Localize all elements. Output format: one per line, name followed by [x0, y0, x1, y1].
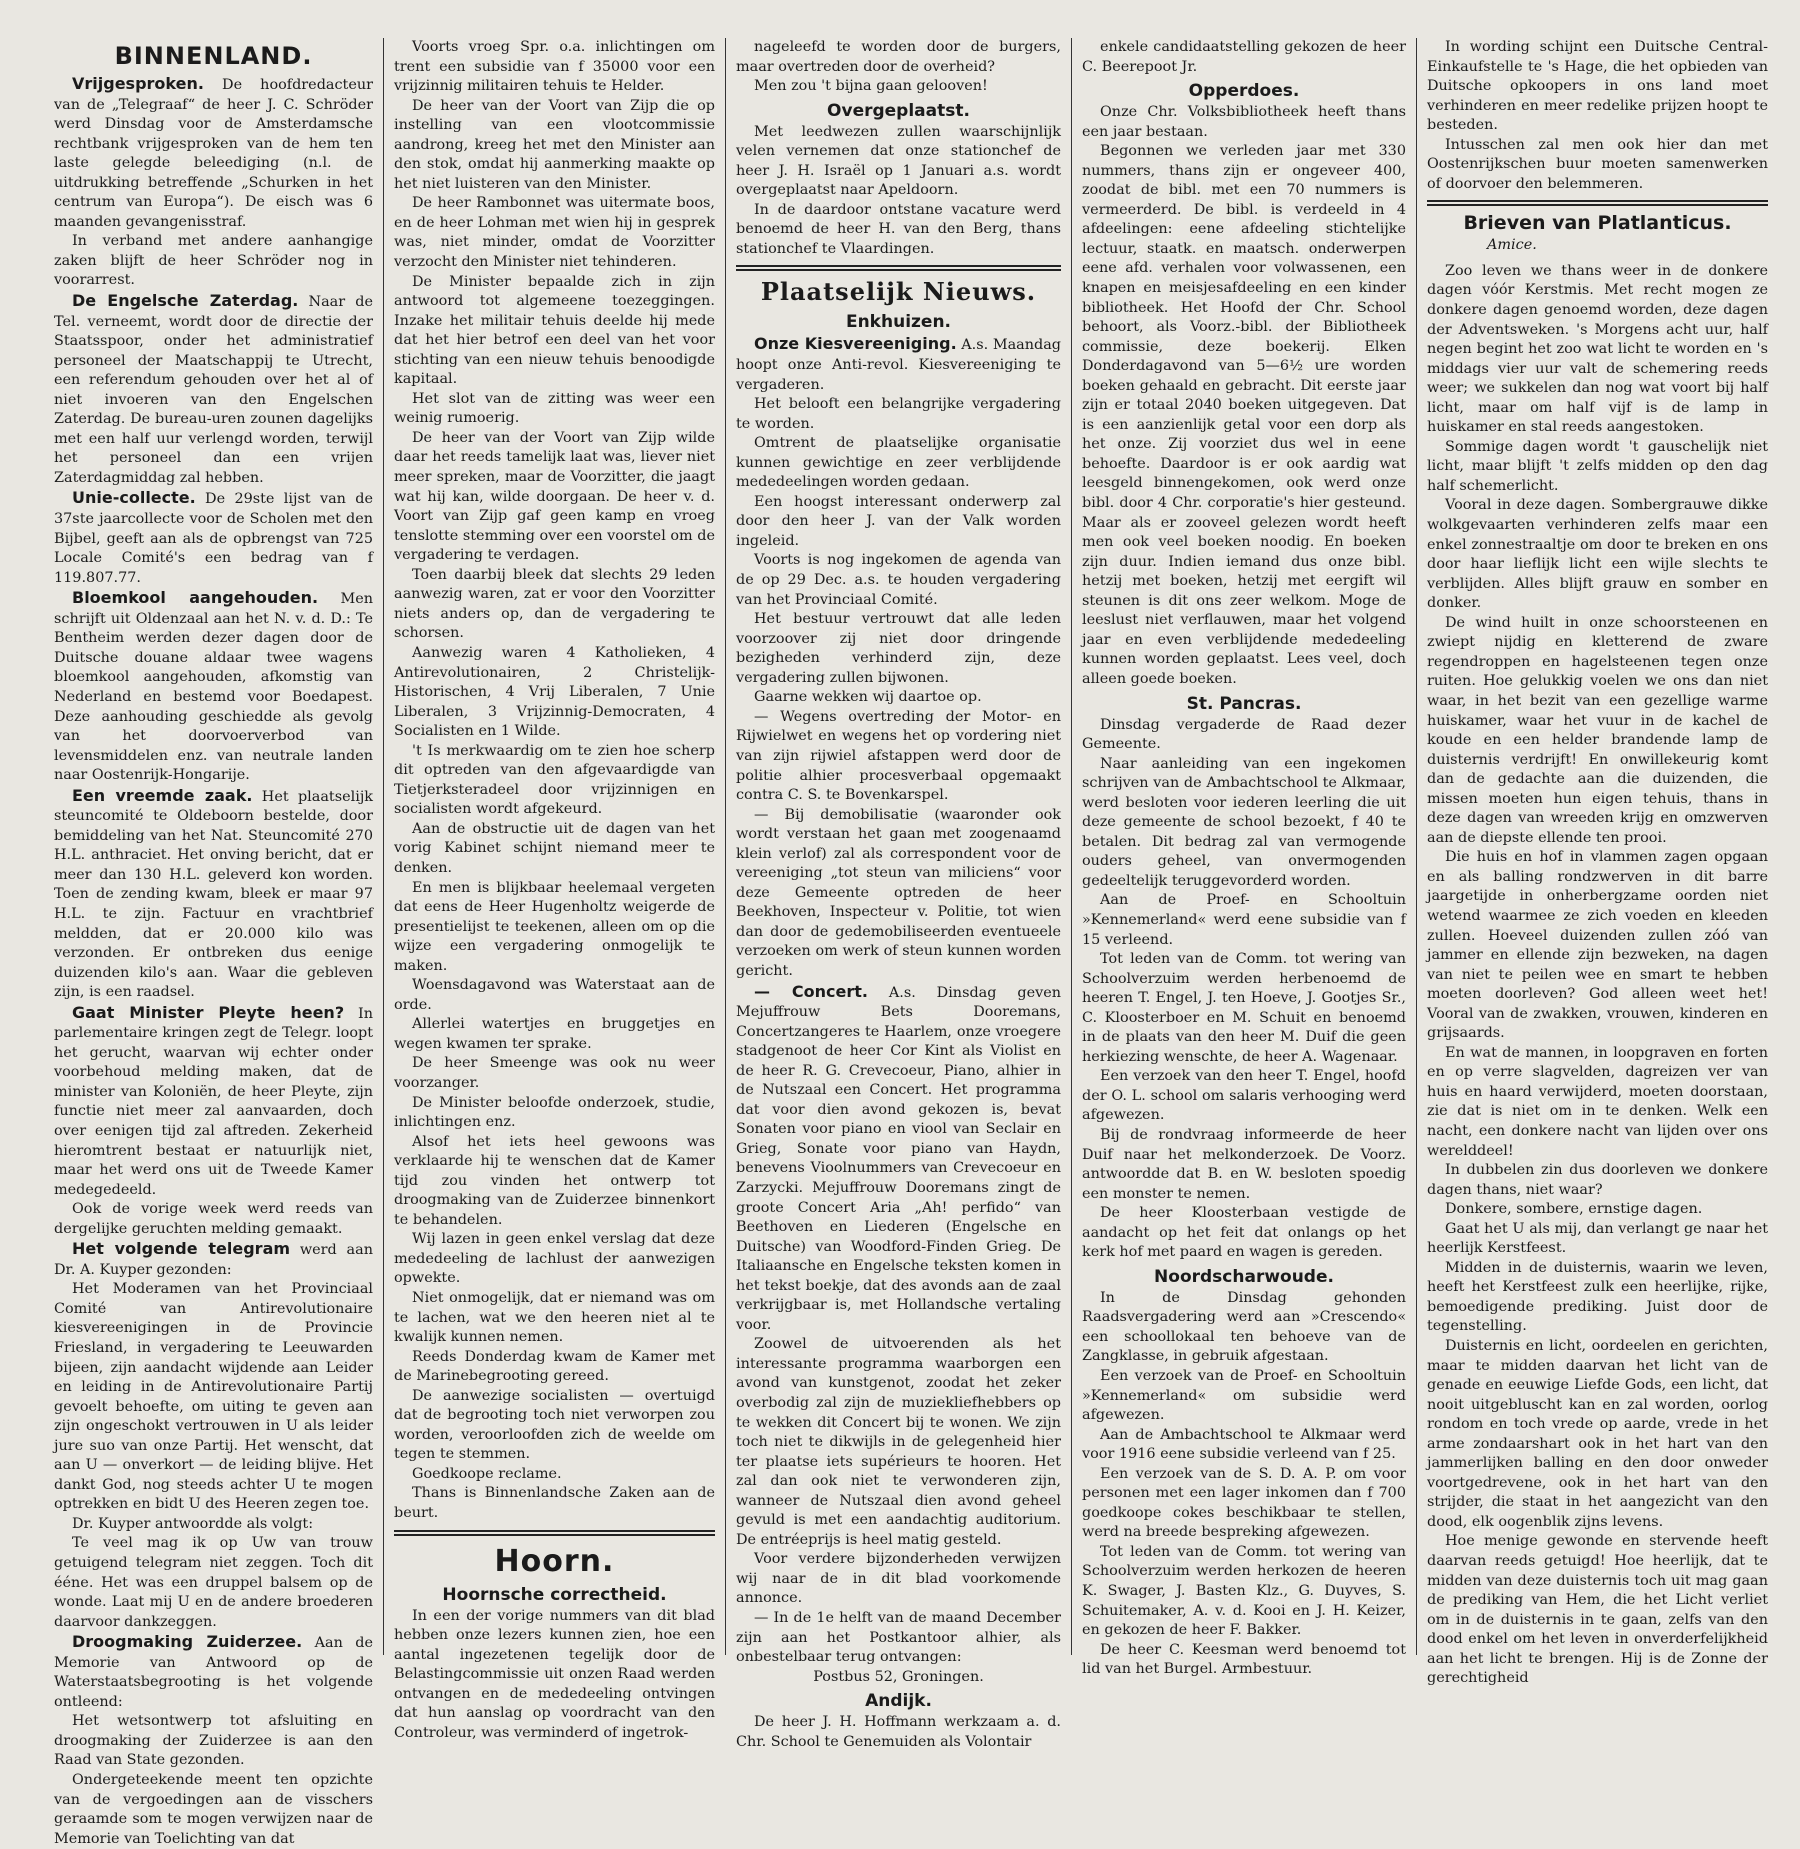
paragraph: 't Is merkwaardig om te zien hoe scherp dit optreden van den afgevaardigde van Tietjerksteradeel door vrijzinnigen en socialisten wordt afgekeurd. — [394, 742, 715, 818]
paragraph: Niet onmogelijk, dat er niemand was om te lachen, wat we den heeren niet al te kwalijk kunnen nemen. — [394, 1290, 715, 1346]
paragraph: Een hoogst interessant onderwerp zal door den heer J. van der Valk worden ingeleid. — [736, 493, 1061, 549]
paragraph: Naar aanleiding van een ingekomen schrijven van de Ambachtschool te Alkmaar, werd besloten voor iederen leerling die uit deze gemeente de school bezoekt, f 40 te betalen. Dit bedrag zal van vermogende ouders geheel, van onvermogenden gedeeltelijk teruggevorderd worden. — [1082, 755, 1406, 889]
article-telegram: Het volgende telegram werd aan Dr. A. Kuyper gezonden: — [54, 1239, 373, 1278]
paragraph: Voor verdere bijzonderheden verwijzen wij naar de in dit blad voorkomende annonce. — [736, 1551, 1061, 1607]
paragraph: In de daardoor ontstane vacature werd benoemd de heer H. van den Berg, thans stationchef te Vlaardingen. — [736, 201, 1061, 257]
column-1 — [44, 38, 384, 1847]
paragraph: Dinsdag vergaderde de Raad dezer Gemeente. — [1082, 716, 1406, 753]
paragraph: — In de 1e helft van de maand December zijn aan het Postkantoor alhier, als onbestelbaar terug ontvangen: — [736, 1610, 1061, 1666]
paragraph: Hoe menige gewonde en stervende heeft daarvan reeds getuigd! Hoe heerlijk, dat te midden van deze duisternis toch uit mag gaan de prediking van Hem, die het Licht verliet om in de duisternis in te gaan, zelfs van den dood enkel om het leven in onverderfelijkheid aan het licht te brengen. Hij is de Zonne der gerechtigheid — [1427, 1533, 1768, 1687]
paragraph: Tot leden van de Comm. tot wering van Schoolverzuim werden herbenoemd de heeren T. Engel, J. ten Hoeve, J. Gootjes Sr., C. Kloosterboer en M. Schuit en benoemd in de plaats van den heer M. Duif die geen herkiezing wenschte, de heer A. Wagenaar. — [1082, 951, 1406, 1065]
paragraph: — Wegens overtreding der Motor- en Rijwielwet en wegens het op vordering niet van zijn rijwiel afstappen werd door de politie alhier procesverbaal opgemaakt contra C. S. te Bovenkarspel. — [736, 708, 1061, 804]
paragraph: De Minister beloofde onderzoek, studie, inlichtingen enz. — [394, 1094, 715, 1131]
paragraph: — Bij demobilisatie (waaronder ook wordt verstaan het gaan met zoogenaamd klein verlof) zal als correspondent voor de vereeniging „tot steun van miliciens“ voor deze Gemeente optreden de heer Beekhoven, Inspecteur v. Politie, tot wien dan door de gedemobiliseerden eventueele verzoeken om werk of steun kunnen worden gericht. — [736, 806, 1061, 979]
paragraph: Toen daarbij bleek dat slechts 29 leden aanwezig waren, zat er voor den Voorzitter niets anders op, dan de vergadering te schorsen. — [394, 566, 715, 642]
article-lead: Vrijgesproken. — [72, 74, 204, 93]
paragraph: Een verzoek van den heer T. Engel, hoofd der O. L. school om salaris verhooging werd afgewezen. — [1082, 1068, 1406, 1124]
paragraph: Die huis en hof in vlammen zagen opgaan en als balling rondzwerven in dit barre jaargetijde in onherbergzame oorden niet wetend waarmee ze zich voeden en kleeden zullen. Hoeveel duizenden zullen zóó van jammer en ellende zijn bezweken, na dagen van niet te peilen wee en smart te hebben moeten doorleven? God alleen weet het! Vooral van de zwakken, vrouwen, kinderen en grijsaards. — [1427, 849, 1768, 1042]
paragraph: Zoo leven we thans weer in de donkere dagen vóór Kerstmis. Met recht mogen ze donkere dagen genoemd worden, deze dagen der Adventsweken. 's Morgens acht uur, half negen begint het zoo wat licht te worden en 's middags vier uur valt de schemering reeds weer; we sukkelen dan nog wat voort bij half licht, maar om half vijf is de lamp in huiskamer en stal reeds aangestoken. — [1427, 262, 1768, 436]
column-3 — [726, 38, 1072, 1750]
paragraph: In dubbelen zin dus doorleven we donkere dagen thans, niet waar? — [1427, 1162, 1768, 1198]
paragraph: De Minister bepaalde zich in zijn antwoord tot algemeene toezeggingen. Inzake het militair tehuis deelde hij mede dat het hier betrof een deel van het voor stichting van een nieuw tehuis benoodigde kapitaal. — [394, 273, 715, 388]
paragraph: Alsof het iets heel gewoons was verklaarde hij te wenschen dat de Kamer tijd zou vinden het ontwerp tot droogmaking van de Zuiderzee binnenkort te behandelen. — [394, 1133, 715, 1228]
paragraph: Reeds Donderdag kwam de Kamer met de Marinebegrooting gereed. — [394, 1348, 715, 1385]
paragraph: Postbus 52, Groningen. — [813, 1668, 984, 1685]
paragraph: De heer Smeenge was ook nu weer voorzanger. — [394, 1055, 715, 1091]
paragraph: De wind huilt in onze schoorsteenen en zwiept nijdig en kletterend de zware regendroppen en hagelsteenen tegen onze ruiten. Hoe gelukkig voelen we ons dan niet waar, in het bezit van een gezellige warme huiskamer, waar het vuur in de kachel de koude en een helder brandende lamp de duisternis verdrijft! En onwillekeurig komt dan de gedachte aan die duizenden, die missen moeten hun eigen tehuis, thans in deze dagen van wreeden krijg en omzwerven aan de diepste ellende ten prooi. — [1427, 614, 1768, 846]
paragraph: Ook de vorige week werd reeds van dergelijke geruchten melding gemaakt. — [54, 1201, 373, 1237]
paragraph: Bij de rondvraag informeerde de heer Duif naar het melkonderzoek. De Voorz. antwoordde dat B. en W. besloten spoedig een monster te nemen. — [1082, 1126, 1406, 1202]
paragraph: Aanwezig waren 4 Katholieken, 4 Antirevolutionairen, 2 Christelijk-Historischen, 4 Vrij Liberalen, 7 Unie Liberalen, 3 Vrijzinnig-Democraten, 4 Socialisten en 1 Wilde. — [394, 644, 715, 740]
article-lead: Een vreemde zaak. — [72, 785, 253, 805]
paragraph: Een verzoek van de Proef- en Schooltuin »Kennemerland« om subsidie werd afgewezen. — [1082, 1368, 1406, 1424]
article-lead: Bloemkool aangehouden. — [72, 588, 319, 608]
paragraph: Donkere, sombere, ernstige dagen. — [1445, 1201, 1703, 1218]
paragraph: Met leedwezen zullen waarschijnlijk velen vernemen dat onze stationchef de heer J. H. Israël op 1 Januari a.s. wordt overgeplaatst naar Apeldoorn. — [736, 123, 1061, 199]
article-droogmaking: Droogmaking Zuiderzee. Aan de Memorie van Antwoord op de Waterstaatsbegrooting is het volgende ontleend: — [54, 1632, 373, 1710]
paragraph: Vooral in deze dagen. Sombergrauwe dikke wolkgevaarten verhinderen zelfs maar een enkel zonnestraaltje om door te breken en ons door haar lieflijk licht een wijle slechts te verblijden. Alles blijft grauw en somber en donker. — [1427, 497, 1768, 612]
article-heading-overgeplaatst: Overgeplaatst. — [827, 100, 970, 121]
paragraph: In wording schijnt een Duitsche Central-Einkaufstelle te 's Hage, die het opbieden van Duitsche opkoopers in ons land moet verhinderen en meer redelike prijzen hoopt te besteden. — [1427, 39, 1768, 134]
paragraph: De heer C. Keesman werd benoemd tot lid van het Burgel. Armbestuur. — [1082, 1641, 1406, 1678]
paragraph: Tot leden van de Comm. tot wering van Schoolverzuim werden herkozen de heeren K. Swager, J. Basten Klz., G. Duyves, S. Schuitemaker, A. v. d. Kooi en J. H. Keizer, en gekozen de heer F. Bakker. — [1082, 1543, 1406, 1639]
paragraph: Sommige dagen wordt 't gauschelijk niet licht, maar blijft 't zelfs midden op den dag half schemerlicht. — [1427, 438, 1768, 494]
paragraph: Het bestuur vertrouwt dat alle leden voorzoover zij niet door dringende bezigheden verhinderd zijn, deze vergadering zullen bijwonen. — [736, 611, 1061, 686]
column-4 — [1072, 38, 1417, 1678]
paragraph: Woensdagavond was Waterstaat aan de orde. — [394, 977, 715, 1013]
article-minister-pleyte: Gaat Minister Pleyte heen? In parlementaire kringen zegt de Telegr. loopt het gerucht, waarvan wij echter onder voorbehoud melding maken, dat de minister van Koloniën, de heer Pleyte, zijn functie niet meer zal aanvaarden, doch over eenigen tijd zal aftreden. Zekerheid hieromtrent bestaat er natuurlijk niet, maar het werd ons uit de Tweede Kamer medegedeeld. — [54, 1002, 373, 1198]
place-heading-opperdoes: Opperdoes. — [1188, 81, 1300, 102]
section-heading-binnenland: BINNENLAND. — [114, 42, 313, 70]
article-lead: Onze Kiesvereeniging. — [754, 334, 957, 354]
paragraph: In verband met andere aanhangige zaken blijft de heer Schröder nog in voorarrest. — [54, 233, 373, 289]
section-divider — [1427, 200, 1768, 206]
paragraph: Allerlei watertjes en bruggetjes en wegen kwamen ter sprake. — [394, 1016, 715, 1052]
article-lead: De Engelsche Zaterdag. — [72, 291, 299, 311]
paragraph: Onze Chr. Volksbibliotheek heeft thans een jaar bestaan. — [1082, 104, 1406, 140]
section-heading-plaatselijk-nieuws: Plaatselijk Nieuws. — [760, 277, 1037, 307]
paragraph: Aan de Proef- en Schooltuin »Kennemerland« werd eene subsidie van f 15 verleend. — [1082, 892, 1406, 948]
paragraph: Zoowel de uitvoerenden als het interessante programma waarborgen een avond van kunstgenot, zoodat het zeker overbodig zal zijn de muziekliefhebbers op te wekken dit Concert bij te wonen. We zijn toch niet te dikwijls in de gelegenheid hier ter plaatse iets supérieurs te hooren. Het zal dan ook niet te verwonderen zijn, wanneer de Nutszaal dien avond geheel gevuld is met een aandachtig auditorium. De entréeprijs is heel matig gesteld. — [736, 1336, 1061, 1548]
place-heading-andijk: Andijk. — [865, 1691, 932, 1712]
article-lead: Gaat Minister Pleyte heen? — [72, 1002, 345, 1022]
paragraph: In een der vorige nummers van dit blad hebben onze lezers kunnen zien, hoe een aantal ingezetenen tegelijk door de Belastingcommissie uit onzen Raad werden ontvangen en de mededeeling ontvingen dat hun aanslag op voordracht van den Controleur, was verminderd of ingetrok- — [394, 1607, 715, 1741]
paragraph: Gaat het U als mij, dan verlangt ge naar het heerlijk Kerstfeest. — [1427, 1220, 1768, 1257]
column-2 — [384, 38, 726, 1741]
article-vreemde-zaak: Een vreemde zaak. Het plaatselijk steuncomité te Oldeboorn bestelde, door bemiddeling van het Nat. Steuncomité 270 H.L. anthraciet. Het onving bericht, dat er meer dan 130 H.L. geleverd kon worden. Toen de zending kwam, bleek er maar 97 H.L. te zijn. Factuur en vrachtbrief meldden, dat er 20.000 kilo was verzonden. Er ontbreken dus eenige duizenden kilo's aan. Waar die gebleven zijn, is een raadsel. — [54, 785, 374, 1001]
section-heading-hoorn: Hoorn. — [494, 1543, 615, 1579]
article-bloemkool: Bloemkool aangehouden. Men schrijft uit Oldenzaal aan het N. v. d. D.: Te Bentheim werden dezer dagen door de Duitsche douane aldaar twee wagens bloemkool aangehouden, afkomstig van Nederland en bestemd voor Boedapest. Deze aanhouding geschiedde als gevolg van het doorvoerverbod van levensmiddelen enz. van neutrale landen naar Oostenrijk-Hongarije. — [54, 588, 373, 784]
place-heading-st-pancras: St. Pancras. — [1186, 693, 1302, 714]
paragraph: Omtrent de plaatselijke organisatie kunnen gewichtige en zeer verblijdende mededeelingen worden gedaan. — [736, 435, 1061, 491]
section-divider — [394, 1530, 715, 1536]
paragraph: Gaarne wekken wij daartoe op. — [754, 689, 982, 706]
article-kiesvereeniging: Onze Kiesvereeniging. A.s. Maandag hoopt onze Anti-revol. Kiesvereeniging te vergaderen. — [736, 334, 1062, 393]
article-lead: Unie-collecte. — [72, 488, 196, 508]
paragraph: Ondergeteekende meent ten opzichte van de vergoedingen aan de visschers geraamde som te mogen verwijzen naar de Memorie van Toelichting van dat — [54, 1772, 373, 1847]
paragraph: enkele candidaatstelling gekozen de heer C. Beerepoot Jr. — [1082, 39, 1406, 75]
paragraph: De heer van der Voort van Zijp die op instelling van een vlootcommissie aandrong, kreeg het met den Minister aan den stok, omdat hij aanmerking maakte op het niet luisteren van den Minister. — [394, 97, 715, 192]
paragraph: Duisternis en licht, oordeelen en gerichten, maar te midden daarvan het licht van de genade en eeuwige Liefde Gods, een licht, dat nooit uitgebluscht kan en zal worden, oorlog rondom en toch vrede op aarde, vrede in het arme zondaarshart ook in het hart van den jammerlijken balling en den door onweder voortgedrevene, ook in het hart van den strijder, die staat in het aangezicht van den dood, elk oogenblik zijns levens. — [1427, 1338, 1768, 1530]
paragraph: Dr. Kuyper antwoordde als volgt: — [72, 1515, 314, 1532]
article-lead: Droogmaking Zuiderzee. — [72, 1632, 303, 1652]
article-heading-hoornsche-correctheid: Hoornsche correctheid. — [442, 1584, 667, 1605]
paragraph: De heer van der Voort van Zijp wilde daar het reeds tamelijk laat was, liever niet meer spreken, maar de Voorzitter, die jaagt wat hij kan, wilde doorgaan. De heer v. d. Voort van Zijp gaf geen kamp en vroeg tenslotte stemming over een voorstel om de vergadering te verdagen. — [394, 429, 715, 564]
paragraph: Voorts is nog ingekomen de agenda van de op 29 Dec. a.s. te houden vergadering van het Provinciaal Comité. — [736, 552, 1061, 608]
paragraph: Aan de Ambachtschool te Alkmaar werd voor 1916 eene subsidie verleend van f 25. — [1082, 1426, 1406, 1463]
paragraph: Voorts vroeg Spr. o.a. inlichtingen om trent een subsidie van f 35000 voor een vrijzinnig militairen tehuis te Helder. — [394, 39, 715, 95]
article-concert: — Concert. A.s. Dinsdag geven Mejuffrouw Bets Dooremans, Concertzangeres te Haarlem, onze vroegere stadgenoot de heer Cor Kint als Violist en de heer R. G. Crevecoeur, Piano, alhier in de Nutszaal een Concert. Het programma dat voor dien avond gekozen is, bevat Sonaten voor piano en viool van Seclair en Grieg, Sonate voor piano van Haydn, benevens Vioolnummers van Crevecoeur en Zarzycki. Mejuffrouw Dooremans zingt de groote Concert Aria „Ah! perfido“ van Beethoven en Liederen (Engelsche en Duitsche) van Woodford-Finden Grieg. De Italiaansche en Engelsche teksten komen in het tekst boekje, dat des avonds aan de zaal verkrijgbaar is, met Hollandsche vertaling voor. — [736, 981, 1061, 1333]
paragraph: In de Dinsdag gehonden Raadsvergadering werd aan »Crescendo« een schoollokaal ten behoeve van de Zangklasse, in gebruik afgestaan. — [1082, 1289, 1406, 1365]
paragraph: En men is blijkbaar heelemaal vergeten dat eens de Heer Hugenholtz weigerde de presentielijst te teekenen, alleen om op die wijze een vergadering onmogelijk te maken. — [394, 879, 715, 974]
section-heading-brieven: Brieven van Platlanticus. — [1463, 212, 1732, 235]
paragraph: nageleefd te worden door de burgers, maar overtreden door de overheid? — [736, 39, 1061, 75]
letter-salutation: Amice. — [1487, 237, 1537, 254]
paragraph: Begonnen we verleden jaar met 330 nummers, thans zijn er ongeveer 400, zoodat de bibl. met een 70 nummers is vermeerderd. De bibl. is verdeeld in 4 afdeelingen: eene afdeeling stichtelijke lectuur, staatk. en maatsch. onderwerpen eene afd. verhalen voor volwassenen, een knapen en meisjesafdeeling en een kinder bibliotheek. Het Hoofd der Chr. School behoort, als Voorz.-bibl. der Bibliotheek commissie, deze boekerij. Elken Donderdagavond van 5—6½ ure worden boeken gehaald en gebracht. Dit eerste jaar zijn er totaal 2040 boeken uitgegeven. Dat is een aanzienlijk getal voor een dorp als het onze. Zij voorziet dus wel in eene behoefte. Daardoor is er ook aardig wat leesgeld binnengekomen, ook werd onze bibl. door 4 Chr. corporatie's hier gesteund. Maar als er zooveel gelezen wordt heeft men ook veel boeken noodig. En boeken zijn duur. Indien iemand dus onze bibl. hetzij met boeken, hetzij met eergift wil steunen is dit ons zeer welkom. Moge de leeslust niet verflauwen, maar het volgend jaar en even verblijdende mededeeling kunnen worden geplaatst. Lees veel, doch alleen goede boeken. — [1082, 143, 1406, 687]
paragraph: Het Moderamen van het Provinciaal Comité van Antirevolutionaire kiesvereenigingen in de Provincie Friesland, in vergadering te Leeuwarden bijeen, zijn aandacht wijdende aan Leider en leiding in de Antirevolutionaire Partij gevoelt behoefte, om uiting te geven aan zijn ongeschokt vertrouwen in U als leider jure suo van onze Partij. Het wenscht, dat aan U — onverkort — de leiding blijve. Het dankt God, nog steeds achter U te mogen optrekken en bidt U des Heeren zegen toe. — [54, 1281, 373, 1513]
paragraph: De aanwezige socialisten — overtuigd dat de begrooting toch niet verworpen zou worden, veroorloofden zich de weelde om tegen te stemmen. — [394, 1387, 715, 1463]
paragraph: Het belooft een belangrijke vergadering te worden. — [736, 396, 1061, 432]
paragraph: Wij lazen in geen enkel verslag dat deze mededeeling de lachlust der aanwezigen opwekte. — [394, 1231, 715, 1287]
paragraph: Te veel mag ik op Uw van trouw getuigend telegram niet zeggen. Toch dit ééne. Het was een druppel balsem op de wonde. Laat mij U en de andere broederen daarvoor dankzeggen. — [54, 1535, 373, 1630]
paragraph: Een verzoek van de S. D. A. P. om voor personen met een lager inkomen dan f 700 goedkoope cokes beschikbaar te stellen, werd na breede bespreking afgewezen. — [1082, 1465, 1406, 1541]
paragraph: De heer Kloosterbaan vestigde de aandacht op het feit dat onlangs op het kerk hof met paard en wagen is gereden. — [1082, 1205, 1406, 1261]
section-divider — [736, 265, 1061, 271]
column-5 — [1417, 38, 1778, 1687]
paragraph: Thans is Binnenlandsche Zaken aan de beurt. — [394, 1485, 715, 1522]
paragraph: De heer Rambonnet was uitermate boos, en de heer Lohman met wien hij in gesprek was, niet minder, omdat de Voorzitter verzocht den Minister niet tehinderen. — [394, 195, 715, 271]
paragraph: Goedkoope reclame. — [412, 1465, 562, 1482]
paragraph: Intusschen zal men ook hier dan met Oostenrijkschen buur moeten samenwerken of doorvoer den belemmeren. — [1427, 136, 1768, 192]
paragraph: Men zou 't bijna gaan gelooven! — [754, 78, 988, 95]
article-lead: — Concert. — [754, 981, 868, 1001]
paragraph: Midden in de duisternis, waarin we leven, heeft het Kerstfeest zulk een heerlijke, rijke, bemoedigende prediking. Juist door de tegenstelling. — [1427, 1259, 1768, 1335]
article-engelsche-zaterdag: De Engelsche Zaterdag. Naar de Tel. verneemt, wordt door de directie der Staatsspoor, onder het administratief personeel der Maatschappij te Utrecht, een referendum gehouden over het al of niet invoeren van den Engelschen Zaterdag. De bureau-uren zounen dagelijks met een half uur verlengd worden, terwijl het personeel dan een vrijen Zaterdagmiddag zal hebben. — [54, 291, 373, 486]
paragraph: Aan de obstructie uit de dagen van het vorig Kabinet schijnt niemand meer te denken. — [394, 820, 715, 876]
place-heading-enkhuizen: Enkhuizen. — [845, 312, 952, 333]
paragraph: Het slot van de zitting was weer een weinig rumoerig. — [394, 390, 715, 427]
article-vrijgesproken: Vrijgesproken. De hoofdredacteur van de „Telegraaf“ de heer J. C. Schröder werd Dinsdag voor de Amsterdamsche rechtbank vrijgesproken van de hem ten laste gelegde beleediging (n.l. de uitdrukking betreffende „Schurken in het centrum van Europa“). De eisch was 6 maanden gevangenisstraf. — [54, 74, 373, 230]
article-lead: Het volgende telegram — [72, 1239, 291, 1259]
paragraph: En wat de mannen, in loopgraven en forten en op verre slagvelden, dagreizen ver van huis en haard verwijderd, moeten doorstaan, zie dat is niet om in te denken. Welk een nacht, een donkere nacht van lijden over ons werelddeel! — [1427, 1044, 1768, 1159]
place-heading-noordscharwoude: Noordscharwoude. — [1154, 1266, 1334, 1287]
article-unie-collecte: Unie-collecte. De 29ste lijst van de 37ste jaarcollecte voor de Scholen met den Bijbel, geeft aan als de opbrengst van 725 Locale Comité's een bedrag van f 119.807.77. — [54, 488, 373, 586]
paragraph: De heer J. H. Hoffmann werkzaam a. d. Chr. School te Genemuiden als Volontair — [736, 1714, 1061, 1750]
paragraph: Het wetsontwerp tot afsluiting en droogmaking der Zuiderzee is aan den Raad van State gezonden. — [54, 1713, 373, 1769]
